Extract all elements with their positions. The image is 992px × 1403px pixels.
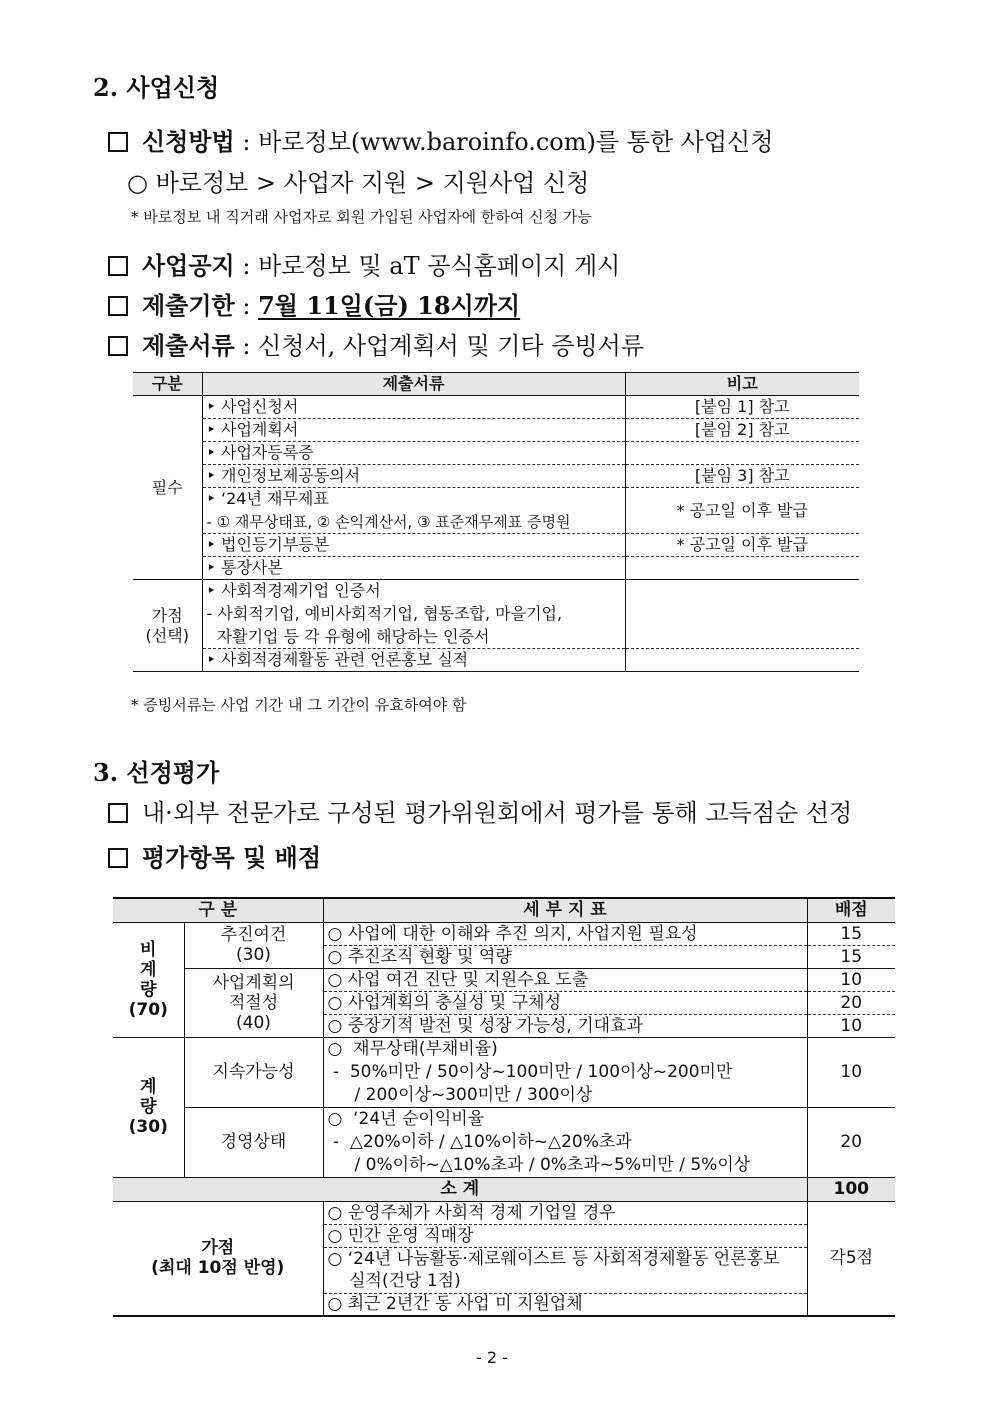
group-plan-name-2: 적절성 xyxy=(228,992,279,1013)
subtotal-value: 100 xyxy=(807,1177,895,1201)
bonus-score: 각5점 xyxy=(807,1201,895,1316)
nonquant-char: 비 xyxy=(140,939,157,960)
indicator-cell: ○ 사업계획의 충실성 및 구체성 xyxy=(323,991,807,1014)
table-row xyxy=(133,557,859,580)
score-cell: 10 xyxy=(807,968,895,991)
table-row xyxy=(133,396,859,419)
note-cell: [붙임 3] 참고 xyxy=(625,465,859,488)
group-propulsion-weight: (30) xyxy=(236,945,271,965)
deadline-value: 7월 11일(금) 18시까지 xyxy=(258,291,521,320)
docs-label: 제출서류 xyxy=(142,331,235,360)
bonus-label-1: 가점 xyxy=(201,1238,235,1259)
quant-char: 량 xyxy=(140,1097,157,1117)
header-score: 배점 xyxy=(807,898,895,922)
optional-label-1: 가점 xyxy=(151,605,183,625)
sustain-line: - 50%미만 / 50이상~100미만 / 100이상~200미만 xyxy=(327,1061,733,1082)
doc-cell: ‣ 사업신청서 xyxy=(202,396,625,419)
bonus-label xyxy=(113,1201,323,1316)
doc-sub-cell: - ① 재무상태표, ② 손익계산서, ③ 표준재무제표 증명원 xyxy=(202,511,625,534)
method-line xyxy=(108,122,773,157)
doc-cell: ‣ ‘24년 재무제표 xyxy=(202,488,625,511)
indicator-cell: ○ 중장기적 발전 및 성장 가능성, 기대효과 xyxy=(323,1014,807,1037)
method-note: * 바로정보 내 직거래 사업자로 회원 가입된 사업자에 한하여 신청 가능 xyxy=(131,208,592,226)
eval-item-1-text: 내·외부 전문가로 구성된 평가위원회에서 평가를 통해 고득점순 선정 xyxy=(142,799,853,827)
table-row xyxy=(133,580,859,603)
eval-item-2 xyxy=(108,838,321,873)
subtotal-label: 소 계 xyxy=(113,1177,807,1201)
doc-cell: ‣ 사회적경제활동 관련 언론홍보 실적 xyxy=(202,649,625,672)
eval-item-2-text: 평가항목 및 배점 xyxy=(142,843,321,872)
checkbox-square-icon xyxy=(108,256,128,276)
note-cell xyxy=(625,442,859,465)
deadline-sep: : xyxy=(234,292,259,320)
business-line: ○ ‘24년 순이익비율 xyxy=(327,1108,485,1129)
sustain-line: ○ 재무상태(부채비율) xyxy=(327,1038,498,1059)
header-indicator: 세 부 지 표 xyxy=(323,898,807,922)
group-plan xyxy=(184,968,323,1037)
optional-label xyxy=(133,580,202,672)
nonquant-char: 량 xyxy=(140,979,157,1000)
optional-label-2: (선택) xyxy=(145,625,189,645)
table-row xyxy=(133,649,859,672)
method-label: 신청방법 xyxy=(142,127,235,156)
required-label: 필수 xyxy=(133,396,202,580)
note-cell xyxy=(625,557,859,580)
docs-text: : 신청서, 사업계획서 및 기타 증빙서류 xyxy=(234,332,644,360)
note-cell: [붙임 1] 참고 xyxy=(625,396,859,419)
group-plan-weight: (40) xyxy=(236,1012,271,1033)
checkbox-square-icon xyxy=(108,132,128,152)
group-plan-name: 사업계획의 xyxy=(212,972,295,993)
group-propulsion xyxy=(184,922,323,968)
score-cell: 10 xyxy=(807,1037,895,1107)
note-cell: * 공고일 이후 발급 xyxy=(625,488,859,534)
subtotal-row xyxy=(113,1177,895,1201)
doc-sub-cell: 자활기업 등 각 유형에 해당하는 인증서 xyxy=(202,626,625,649)
deadline-label: 제출기한 xyxy=(142,291,235,320)
section2-title: 2. 사업신청 xyxy=(93,73,220,102)
page-number: - 2 - xyxy=(476,1348,508,1367)
nonquant-weight: (70) xyxy=(128,999,168,1020)
quant-char: 계 xyxy=(140,1077,157,1097)
header-category: 구 분 xyxy=(113,898,323,922)
score-cell: 20 xyxy=(840,1132,863,1152)
note-cell xyxy=(625,580,859,649)
indicator-cell xyxy=(323,1037,807,1107)
docs-note: * 증빙서류는 사업 기간 내 그 기간이 유효하여야 함 xyxy=(131,696,467,714)
docs-table xyxy=(133,372,859,672)
business-line: - △20%이하 / △10%이하~△20%초과 xyxy=(327,1131,632,1152)
docs-line xyxy=(108,326,644,361)
group-business: 경영상태 xyxy=(184,1107,323,1177)
doc-sub-cell: - 사회적기업, 예비사회적기업, 협동조합, 마을기업, xyxy=(202,603,625,626)
group-sustain: 지속가능성 xyxy=(184,1037,323,1107)
header-docs: 제출서류 xyxy=(202,373,625,396)
note-cell: * 공고일 이후 발급 xyxy=(625,534,859,557)
indicator-cell: 실적(건당 1점) xyxy=(323,1270,807,1293)
table-row xyxy=(113,1037,895,1107)
score-cell: 20 xyxy=(807,991,895,1014)
table-row xyxy=(133,419,859,442)
doc-cell: ‣ 사회적경제기업 인증서 xyxy=(202,580,625,603)
header-note: 비고 xyxy=(625,373,859,396)
table-header-row xyxy=(133,373,859,396)
header-category: 구분 xyxy=(133,373,202,396)
checkbox-square-icon xyxy=(108,848,128,868)
table-row xyxy=(113,1107,895,1177)
doc-cell: ‣ 사업자등록증 xyxy=(202,442,625,465)
indicator-cell: ○ 추진조직 현황 및 역량 xyxy=(323,945,807,968)
doc-cell: ‣ 사업계획서 xyxy=(202,419,625,442)
doc-cell: ‣ 통장사본 xyxy=(202,557,625,580)
table-row xyxy=(133,442,859,465)
doc-cell: ‣ 법인등기부등본 xyxy=(202,534,625,557)
table-row xyxy=(113,1201,895,1224)
method-path: ○ 바로정보 > 사업자 지원 > 지원사업 신청 xyxy=(127,169,590,197)
table-row xyxy=(113,968,895,991)
table-row xyxy=(133,488,859,511)
indicator-cell: ○ 운영주체가 사회적 경제 기업일 경우 xyxy=(323,1201,807,1224)
quant-weight: (30) xyxy=(128,1117,168,1137)
group-propulsion-name: 추진여건 xyxy=(220,925,287,945)
business-line: / 0%이하~△10%초과 / 0%초과~5%미만 / 5%이상 xyxy=(327,1154,751,1175)
table-row xyxy=(133,465,859,488)
score-cell: 15 xyxy=(807,922,895,945)
notice-text: : 바로정보 및 aT 공식홈페이지 게시 xyxy=(234,252,621,280)
checkbox-square-icon xyxy=(108,336,128,356)
method-text: : 바로정보(www.baroinfo.com)를 통한 사업신청 xyxy=(234,128,774,156)
checkbox-square-icon xyxy=(108,296,128,316)
indicator-cell: ○ ‘24년 나눔활동·제로웨이스트 등 사회적경제활동 언론홍보 xyxy=(323,1247,807,1270)
eval-item-1 xyxy=(108,793,852,828)
section3-title: 3. 선정평가 xyxy=(93,758,220,787)
indicator-cell: ○ 사업 여건 진단 및 지원수요 도출 xyxy=(323,968,807,991)
note-cell xyxy=(625,649,859,672)
indicator-cell: ○ 사업에 대한 이해와 추진 의지, 사업지원 필요성 xyxy=(323,922,807,945)
score-cell: 15 xyxy=(807,945,895,968)
indicator-cell xyxy=(323,1107,807,1177)
deadline-line xyxy=(108,286,520,321)
table-row xyxy=(113,922,895,945)
notice-line xyxy=(108,246,620,281)
indicator-cell: ○ 최근 2년간 동 사업 미 지원업체 xyxy=(323,1293,807,1316)
doc-cell: ‣ 개인정보제공동의서 xyxy=(202,465,625,488)
sustain-line: / 200이상~300미만 / 300이상 xyxy=(327,1084,593,1105)
nonquant-label xyxy=(113,922,184,1037)
bonus-label-2: (최대 10점 반영) xyxy=(151,1258,285,1279)
table-row xyxy=(133,534,859,557)
checkbox-square-icon xyxy=(108,803,128,823)
note-cell: [붙임 2] 참고 xyxy=(625,419,859,442)
table-header-row xyxy=(113,898,895,922)
quant-label xyxy=(113,1037,184,1177)
score-cell: 10 xyxy=(807,1014,895,1037)
nonquant-char: 계 xyxy=(140,959,157,980)
notice-label: 사업공지 xyxy=(142,251,235,280)
indicator-cell: ○ 민간 운영 직매장 xyxy=(323,1224,807,1247)
eval-table xyxy=(113,897,895,1317)
